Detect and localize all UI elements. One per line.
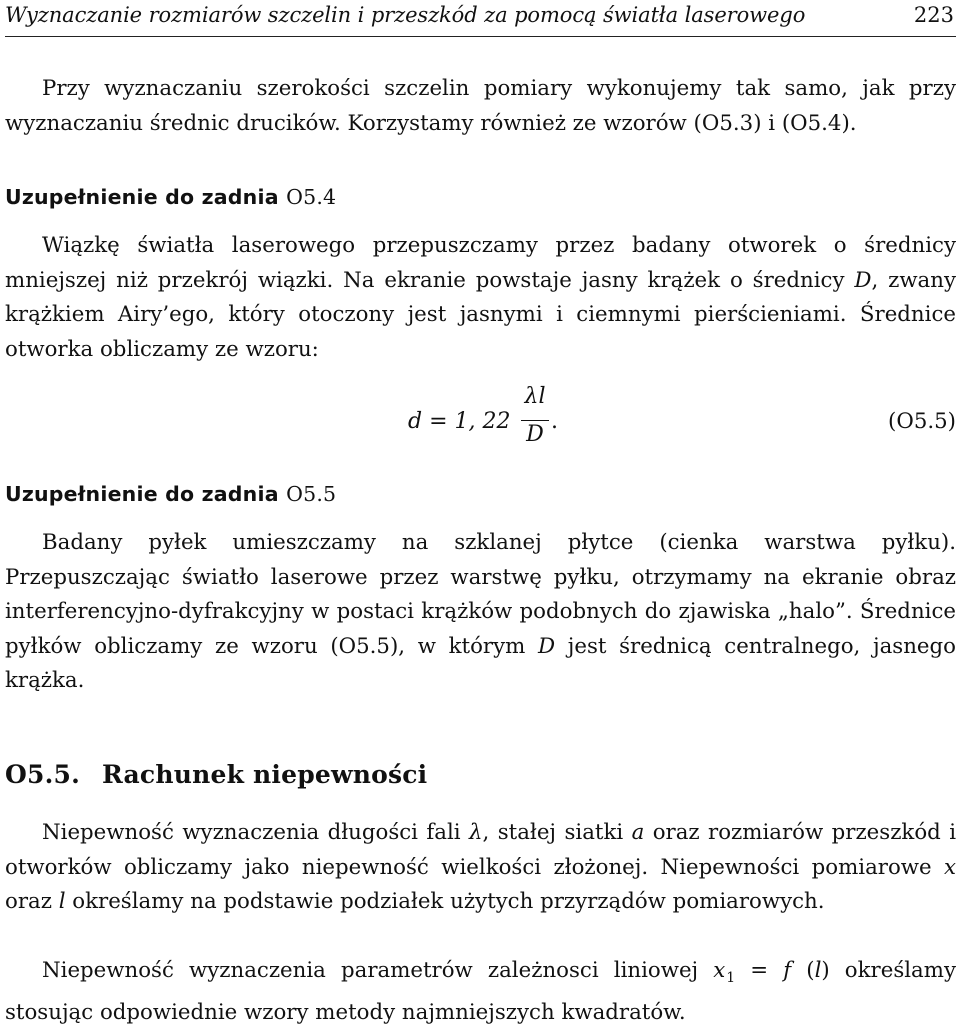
text-part: określamy na podstawie podziałek użytych przyrządów pomiarowych. <box>65 889 825 915</box>
equation-lhs-text: d = 1, 22 <box>408 409 511 434</box>
text-part: ) określamy stosując odpowiednie wzory metody najmniejszych kwadratów. <box>5 958 956 1025</box>
text-part: = <box>735 958 784 983</box>
section-title: Rachunek niepewności <box>101 760 428 789</box>
variable-l: l <box>814 958 822 983</box>
section-number: O5.5. <box>5 760 80 789</box>
running-title: Wyznaczanie rozmiarów szczelin i przeszkód za pomocą światła laserowego <box>5 3 806 27</box>
text-part: Niepewność wyznaczenia parametrów zależnosci liniowej <box>42 958 714 983</box>
page-number: 223 <box>913 3 954 27</box>
text-part: , stałej siatki <box>482 820 632 845</box>
supplement-heading-o5-5 <box>5 482 336 506</box>
variable-f: f <box>783 958 792 983</box>
text-part: ( <box>791 958 815 983</box>
variable-x1 <box>713 958 736 986</box>
section-heading <box>5 760 427 789</box>
variable-d: D <box>537 633 556 659</box>
intro-paragraph <box>5 72 956 141</box>
supplement-paragraph-o5-4 <box>5 229 956 367</box>
supplement-heading-label: Uzupełnienie do zadnia <box>5 482 279 506</box>
variable-lambda: λ <box>469 820 483 845</box>
uncertainty-paragraph-1 <box>5 816 956 920</box>
equation-label: (O5.5) <box>888 409 956 434</box>
supplement-heading-number: O5.5 <box>286 482 337 506</box>
supplement-text-part: Wiązkę światła laserowego przepuszczamy przez badany otworek o średnicy mniejszej niż przekrój wiązki. Na ekranie powstaje jasny krążek o średnicy <box>5 233 956 293</box>
equation-numerator: λl <box>524 384 546 409</box>
uncertainty-paragraph-2 <box>5 954 956 1030</box>
intro-text: Przy wyznaczaniu szerokości szczelin pomiary wykonujemy tak samo, jak przy wyznaczaniu średnic drucików. Korzystamy również ze wzorów (O5.3) i (O5.4). <box>5 76 956 136</box>
supplement-text-part: , zwany krążkiem Airy’ego, który otoczony jest jasnymi i ciemnymi pierścieniami. Średnice otworka obliczamy ze wzoru: <box>5 267 956 362</box>
equation-lhs <box>408 409 510 434</box>
running-header <box>5 0 956 37</box>
supplement-heading-label: Uzupełnienie do zadnia <box>5 185 279 209</box>
supplement-heading-number: O5.4 <box>286 185 337 209</box>
supplement-text-part: jest średnicą centralnego, jasnego krążka. <box>5 633 956 694</box>
text-part: oraz <box>5 889 59 915</box>
variable-x: x <box>713 958 726 983</box>
subscript-1: 1 <box>726 970 736 986</box>
variable-l: l <box>58 889 66 915</box>
supplement-heading-o5-4 <box>5 185 336 209</box>
text-part: Niepewność wyznaczenia długości fali <box>42 820 470 845</box>
variable-a: a <box>631 820 645 845</box>
supplement-paragraph-o5-5 <box>5 526 956 699</box>
equation-o5-5 <box>408 384 608 460</box>
text-part: oraz rozmiarów przeszkód i otworków obliczamy jako niepewność wielkości złożonej. Niepewności pomiarowe <box>5 820 957 880</box>
equation-period: . <box>551 409 558 434</box>
equation-denominator: D <box>526 422 544 447</box>
variable-d: D <box>854 267 872 293</box>
variable-x: x <box>943 854 956 880</box>
supplement-text-part: Badany pyłek umieszczamy na szklanej płytce (cienka warstwa pyłku). Przepuszczając światło laserowe przez warstwę pyłku, otrzymamy na ekranie obraz interferencyjno-dyfrakcyjny w postaci krążków podobnych do zjawiska „halo”. Średnice pyłków obliczamy ze wzoru (O5.5), w którym <box>5 530 956 659</box>
